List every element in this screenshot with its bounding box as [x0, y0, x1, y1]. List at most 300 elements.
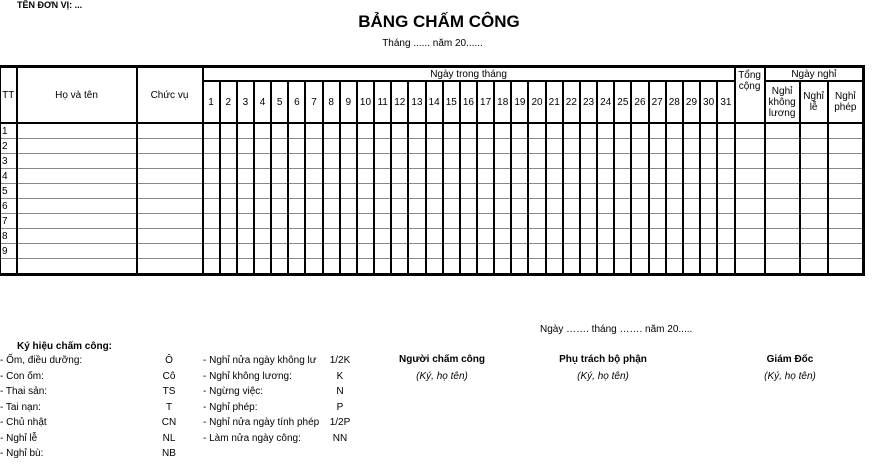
table-cell[interactable] — [237, 199, 254, 214]
table-cell[interactable] — [137, 184, 203, 199]
table-cell[interactable] — [800, 154, 828, 169]
table-cell[interactable] — [254, 154, 271, 169]
table-cell[interactable] — [408, 169, 425, 184]
table-cell[interactable] — [137, 154, 203, 169]
table-cell[interactable] — [137, 259, 203, 275]
table-cell[interactable] — [408, 123, 425, 139]
table-cell[interactable] — [800, 199, 828, 214]
table-cell[interactable] — [666, 139, 683, 154]
table-cell[interactable] — [649, 184, 666, 199]
table-cell[interactable] — [443, 214, 460, 229]
table-cell[interactable] — [511, 259, 528, 275]
table-cell[interactable] — [443, 259, 460, 275]
table-cell[interactable] — [340, 244, 357, 259]
table-cell[interactable] — [477, 139, 494, 154]
table-cell[interactable] — [563, 244, 580, 259]
table-cell[interactable] — [828, 214, 864, 229]
table-cell[interactable] — [683, 199, 700, 214]
table-cell[interactable] — [631, 214, 648, 229]
table-cell[interactable] — [528, 184, 545, 199]
table-cell[interactable] — [511, 214, 528, 229]
table-cell[interactable] — [237, 259, 254, 275]
table-cell[interactable] — [340, 229, 357, 244]
table-cell[interactable] — [683, 214, 700, 229]
table-cell[interactable] — [460, 259, 477, 275]
table-cell[interactable] — [220, 214, 237, 229]
table-cell[interactable] — [17, 184, 137, 199]
table-cell[interactable] — [528, 139, 545, 154]
table-cell[interactable] — [765, 154, 800, 169]
table-cell[interactable] — [17, 259, 137, 275]
table-cell[interactable] — [305, 123, 322, 139]
table-cell[interactable] — [426, 199, 443, 214]
table-cell[interactable] — [735, 199, 765, 214]
table-cell[interactable] — [800, 139, 828, 154]
table-cell[interactable] — [649, 259, 666, 275]
table-cell[interactable] — [391, 244, 408, 259]
table-cell[interactable] — [828, 139, 864, 154]
table-cell[interactable] — [237, 123, 254, 139]
table-cell[interactable] — [511, 123, 528, 139]
table-cell[interactable] — [203, 123, 220, 139]
table-cell[interactable] — [220, 169, 237, 184]
table-cell[interactable] — [800, 229, 828, 244]
table-cell[interactable] — [528, 123, 545, 139]
table-cell[interactable] — [391, 229, 408, 244]
table-cell[interactable] — [391, 169, 408, 184]
table-cell[interactable] — [717, 139, 734, 154]
table-cell[interactable] — [203, 154, 220, 169]
table-cell[interactable] — [357, 123, 374, 139]
table-cell[interactable] — [765, 229, 800, 244]
table-cell[interactable] — [137, 214, 203, 229]
table-cell[interactable] — [203, 214, 220, 229]
table-cell[interactable] — [137, 244, 203, 259]
table-cell[interactable] — [735, 259, 765, 275]
table-cell[interactable] — [700, 139, 717, 154]
table-cell[interactable] — [683, 244, 700, 259]
table-cell[interactable] — [563, 184, 580, 199]
table-cell[interactable] — [717, 169, 734, 184]
table-cell[interactable] — [460, 214, 477, 229]
table-cell[interactable] — [220, 229, 237, 244]
table-cell[interactable] — [357, 184, 374, 199]
table-cell[interactable] — [666, 123, 683, 139]
table-cell[interactable] — [237, 244, 254, 259]
table-cell[interactable] — [271, 123, 288, 139]
table-cell[interactable] — [443, 139, 460, 154]
table-cell[interactable] — [17, 244, 137, 259]
table-cell[interactable] — [477, 169, 494, 184]
table-cell[interactable] — [443, 154, 460, 169]
table-cell[interactable] — [477, 229, 494, 244]
table-cell[interactable] — [288, 169, 305, 184]
table-cell[interactable] — [203, 169, 220, 184]
table-cell[interactable] — [765, 199, 800, 214]
table-cell[interactable] — [271, 214, 288, 229]
table-cell[interactable] — [443, 229, 460, 244]
table-cell[interactable] — [528, 154, 545, 169]
table-cell[interactable] — [477, 123, 494, 139]
table-cell[interactable] — [511, 139, 528, 154]
table-cell[interactable] — [614, 123, 631, 139]
table-cell[interactable] — [765, 259, 800, 275]
table-cell[interactable] — [340, 139, 357, 154]
table-cell[interactable] — [323, 184, 340, 199]
table-cell[interactable] — [340, 123, 357, 139]
table-cell[interactable] — [828, 184, 864, 199]
table-cell[interactable] — [494, 123, 511, 139]
table-cell[interactable] — [408, 154, 425, 169]
table-cell[interactable] — [408, 229, 425, 244]
table-cell[interactable] — [528, 214, 545, 229]
table-cell[interactable] — [683, 229, 700, 244]
table-cell[interactable] — [357, 259, 374, 275]
table-cell[interactable] — [735, 139, 765, 154]
table-cell[interactable] — [426, 184, 443, 199]
table-cell[interactable] — [528, 244, 545, 259]
table-cell[interactable] — [563, 214, 580, 229]
table-cell[interactable] — [494, 199, 511, 214]
table-cell[interactable] — [477, 199, 494, 214]
table-cell[interactable] — [340, 154, 357, 169]
table-cell[interactable] — [323, 199, 340, 214]
table-cell[interactable] — [237, 229, 254, 244]
table-cell[interactable] — [305, 154, 322, 169]
table-cell[interactable] — [460, 184, 477, 199]
table-cell[interactable] — [340, 214, 357, 229]
table-cell[interactable] — [237, 169, 254, 184]
table-cell[interactable] — [494, 214, 511, 229]
table-cell[interactable] — [580, 154, 597, 169]
table-cell[interactable] — [494, 139, 511, 154]
table-cell[interactable] — [460, 154, 477, 169]
table-cell[interactable] — [408, 199, 425, 214]
table-cell[interactable] — [288, 184, 305, 199]
table-cell[interactable] — [800, 244, 828, 259]
table-cell[interactable] — [717, 154, 734, 169]
table-cell[interactable] — [391, 123, 408, 139]
table-cell[interactable] — [765, 139, 800, 154]
table-cell[interactable] — [563, 154, 580, 169]
table-cell[interactable] — [717, 229, 734, 244]
table-cell[interactable] — [666, 259, 683, 275]
table-cell[interactable] — [391, 214, 408, 229]
table-cell[interactable] — [597, 123, 614, 139]
table-cell[interactable] — [546, 229, 563, 244]
table-cell[interactable] — [580, 229, 597, 244]
table-cell[interactable] — [426, 259, 443, 275]
table-cell[interactable] — [511, 229, 528, 244]
table-cell[interactable] — [237, 139, 254, 154]
table-cell[interactable] — [203, 184, 220, 199]
table-cell[interactable] — [546, 199, 563, 214]
table-cell[interactable] — [391, 199, 408, 214]
table-cell[interactable] — [511, 154, 528, 169]
table-cell[interactable] — [357, 169, 374, 184]
table-cell[interactable] — [323, 229, 340, 244]
table-cell[interactable] — [597, 199, 614, 214]
table-cell[interactable] — [580, 244, 597, 259]
table-cell[interactable] — [800, 123, 828, 139]
table-cell[interactable] — [357, 229, 374, 244]
table-cell[interactable] — [735, 184, 765, 199]
table-cell[interactable] — [305, 244, 322, 259]
table-cell[interactable] — [494, 169, 511, 184]
table-cell[interactable] — [17, 123, 137, 139]
table-cell[interactable] — [597, 184, 614, 199]
table-cell[interactable] — [477, 154, 494, 169]
table-cell[interactable] — [700, 229, 717, 244]
table-cell[interactable] — [220, 184, 237, 199]
table-cell[interactable] — [357, 154, 374, 169]
table-cell[interactable] — [374, 259, 391, 275]
table-cell[interactable] — [288, 214, 305, 229]
table-cell[interactable] — [546, 123, 563, 139]
table-cell[interactable] — [666, 214, 683, 229]
table-cell[interactable] — [631, 184, 648, 199]
table-cell[interactable] — [563, 259, 580, 275]
table-cell[interactable] — [494, 184, 511, 199]
table-cell[interactable] — [271, 154, 288, 169]
table-cell[interactable] — [408, 184, 425, 199]
table-cell[interactable] — [477, 244, 494, 259]
table-cell[interactable] — [271, 259, 288, 275]
table-cell[interactable] — [391, 259, 408, 275]
table-cell[interactable] — [288, 229, 305, 244]
table-cell[interactable] — [305, 259, 322, 275]
table-cell[interactable] — [800, 169, 828, 184]
table-cell[interactable] — [528, 259, 545, 275]
table-cell[interactable] — [614, 244, 631, 259]
table-cell[interactable] — [666, 154, 683, 169]
table-cell[interactable] — [800, 259, 828, 275]
table-cell[interactable] — [546, 139, 563, 154]
table-cell[interactable] — [546, 169, 563, 184]
table-cell[interactable] — [426, 123, 443, 139]
table-cell[interactable] — [323, 259, 340, 275]
table-cell[interactable] — [305, 184, 322, 199]
table-cell[interactable] — [580, 214, 597, 229]
table-cell[interactable] — [563, 169, 580, 184]
table-cell[interactable] — [288, 199, 305, 214]
table-cell[interactable] — [220, 259, 237, 275]
table-cell[interactable] — [340, 184, 357, 199]
table-cell[interactable] — [614, 259, 631, 275]
table-cell[interactable] — [580, 199, 597, 214]
table-cell[interactable] — [203, 244, 220, 259]
table-cell[interactable] — [137, 229, 203, 244]
table-cell[interactable] — [254, 214, 271, 229]
table-cell[interactable] — [800, 214, 828, 229]
table-cell[interactable] — [563, 139, 580, 154]
table-cell[interactable] — [735, 244, 765, 259]
table-cell[interactable] — [137, 199, 203, 214]
table-cell[interactable] — [254, 123, 271, 139]
table-cell[interactable] — [443, 184, 460, 199]
table-cell[interactable] — [408, 139, 425, 154]
table-cell[interactable] — [374, 199, 391, 214]
table-cell[interactable] — [203, 259, 220, 275]
table-cell[interactable] — [700, 169, 717, 184]
table-cell[interactable] — [137, 123, 203, 139]
table-cell[interactable] — [203, 229, 220, 244]
table-cell[interactable] — [408, 259, 425, 275]
table-cell[interactable] — [511, 184, 528, 199]
table-cell[interactable] — [408, 244, 425, 259]
table-cell[interactable] — [683, 154, 700, 169]
table-cell[interactable] — [717, 199, 734, 214]
table-cell[interactable] — [528, 199, 545, 214]
table-cell[interactable] — [357, 244, 374, 259]
table-cell[interactable] — [631, 199, 648, 214]
table-cell[interactable] — [735, 123, 765, 139]
table-cell[interactable] — [305, 214, 322, 229]
table-cell[interactable] — [683, 259, 700, 275]
table-cell[interactable] — [563, 229, 580, 244]
table-cell[interactable] — [460, 229, 477, 244]
table-cell[interactable] — [631, 169, 648, 184]
table-cell[interactable] — [614, 229, 631, 244]
table-cell[interactable] — [254, 199, 271, 214]
table-cell[interactable] — [220, 139, 237, 154]
table-cell[interactable] — [254, 259, 271, 275]
table-cell[interactable] — [528, 169, 545, 184]
table-cell[interactable] — [443, 199, 460, 214]
table-cell[interactable] — [340, 169, 357, 184]
table-cell[interactable] — [271, 169, 288, 184]
table-cell[interactable] — [546, 259, 563, 275]
table-cell[interactable] — [580, 169, 597, 184]
table-cell[interactable] — [614, 184, 631, 199]
table-cell[interactable] — [700, 199, 717, 214]
table-cell[interactable] — [288, 244, 305, 259]
table-cell[interactable] — [700, 214, 717, 229]
table-cell[interactable] — [597, 229, 614, 244]
table-cell[interactable] — [546, 244, 563, 259]
table-cell[interactable] — [203, 199, 220, 214]
table-cell[interactable] — [374, 214, 391, 229]
table-cell[interactable] — [357, 139, 374, 154]
table-cell[interactable] — [666, 169, 683, 184]
table-cell[interactable] — [460, 199, 477, 214]
table-cell[interactable] — [323, 139, 340, 154]
table-cell[interactable] — [426, 244, 443, 259]
table-cell[interactable] — [765, 184, 800, 199]
table-cell[interactable] — [649, 244, 666, 259]
table-cell[interactable] — [649, 229, 666, 244]
table-cell[interactable] — [137, 169, 203, 184]
table-cell[interactable] — [735, 169, 765, 184]
table-cell[interactable] — [614, 214, 631, 229]
table-cell[interactable] — [357, 199, 374, 214]
table-cell[interactable] — [597, 214, 614, 229]
table-cell[interactable] — [700, 244, 717, 259]
table-cell[interactable] — [717, 259, 734, 275]
table-cell[interactable] — [426, 169, 443, 184]
table-cell[interactable] — [220, 199, 237, 214]
table-cell[interactable] — [546, 184, 563, 199]
table-cell[interactable] — [391, 154, 408, 169]
table-cell[interactable] — [765, 169, 800, 184]
table-cell[interactable] — [700, 154, 717, 169]
table-cell[interactable] — [511, 169, 528, 184]
table-cell[interactable] — [511, 199, 528, 214]
table-cell[interactable] — [683, 169, 700, 184]
table-cell[interactable] — [305, 139, 322, 154]
table-cell[interactable] — [511, 244, 528, 259]
table-cell[interactable] — [717, 244, 734, 259]
table-cell[interactable] — [546, 154, 563, 169]
table-cell[interactable] — [426, 139, 443, 154]
table-cell[interactable] — [391, 184, 408, 199]
table-cell[interactable] — [17, 199, 137, 214]
table-cell[interactable] — [374, 169, 391, 184]
table-cell[interactable] — [288, 139, 305, 154]
table-cell[interactable] — [305, 229, 322, 244]
table-cell[interactable] — [666, 229, 683, 244]
table-cell[interactable] — [237, 154, 254, 169]
table-cell[interactable] — [631, 123, 648, 139]
table-cell[interactable] — [323, 169, 340, 184]
table-cell[interactable] — [717, 184, 734, 199]
table-cell[interactable] — [323, 123, 340, 139]
table-cell[interactable] — [614, 139, 631, 154]
table-cell[interactable] — [443, 169, 460, 184]
table-cell[interactable] — [374, 244, 391, 259]
table-cell[interactable] — [374, 184, 391, 199]
table-cell[interactable] — [828, 244, 864, 259]
table-cell[interactable] — [614, 154, 631, 169]
table-cell[interactable] — [220, 154, 237, 169]
table-cell[interactable] — [828, 199, 864, 214]
table-cell[interactable] — [649, 154, 666, 169]
table-cell[interactable] — [614, 199, 631, 214]
table-cell[interactable] — [580, 123, 597, 139]
table-cell[interactable] — [683, 123, 700, 139]
table-cell[interactable] — [254, 184, 271, 199]
table-cell[interactable] — [460, 123, 477, 139]
table-cell[interactable] — [580, 259, 597, 275]
table-cell[interactable] — [288, 154, 305, 169]
table-cell[interactable] — [17, 139, 137, 154]
table-cell[interactable] — [597, 259, 614, 275]
table-cell[interactable] — [700, 123, 717, 139]
table-cell[interactable] — [271, 139, 288, 154]
table-cell[interactable] — [666, 184, 683, 199]
table-cell[interactable] — [477, 214, 494, 229]
table-cell[interactable] — [271, 244, 288, 259]
table-cell[interactable] — [649, 123, 666, 139]
table-cell[interactable] — [828, 259, 864, 275]
table-cell[interactable] — [305, 199, 322, 214]
table-cell[interactable] — [649, 214, 666, 229]
table-cell[interactable] — [649, 199, 666, 214]
table-cell[interactable] — [765, 214, 800, 229]
table-cell[interactable] — [700, 184, 717, 199]
table-cell[interactable] — [580, 139, 597, 154]
table-cell[interactable] — [597, 169, 614, 184]
table-cell[interactable] — [828, 123, 864, 139]
table-cell[interactable] — [546, 214, 563, 229]
table-cell[interactable] — [374, 123, 391, 139]
table-cell[interactable] — [631, 229, 648, 244]
table-cell[interactable] — [580, 184, 597, 199]
table-cell[interactable] — [357, 214, 374, 229]
table-cell[interactable] — [340, 259, 357, 275]
table-cell[interactable] — [631, 259, 648, 275]
table-cell[interactable] — [220, 123, 237, 139]
